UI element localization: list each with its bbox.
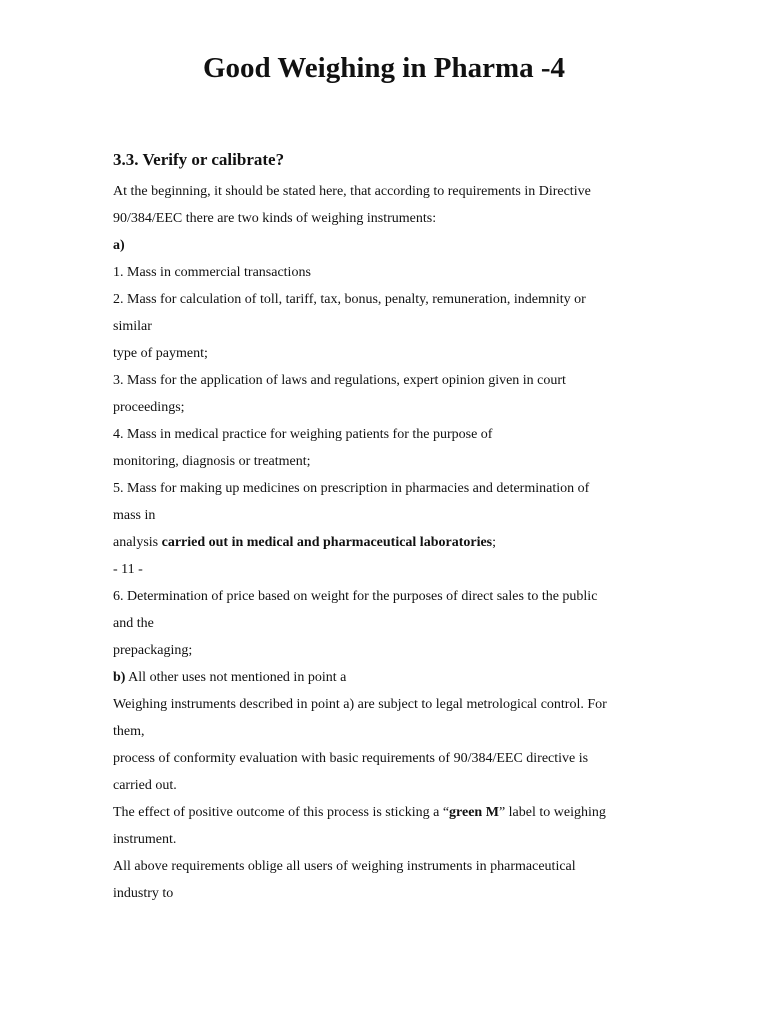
text-line — [113, 691, 653, 718]
text-run: instrument. — [113, 832, 177, 847]
text-line — [113, 448, 653, 475]
text-line — [113, 367, 653, 394]
text-line — [113, 880, 653, 907]
text-run: ; — [492, 535, 497, 550]
text-run: them, — [113, 724, 145, 739]
text-line — [113, 178, 653, 205]
text-line — [113, 340, 653, 367]
text-run: All above requirements oblige all users of weighing instruments in pharmaceutical — [113, 859, 576, 874]
document-body — [113, 178, 653, 907]
bold-text: carried out in medical and pharmaceutical laboratories — [161, 535, 493, 550]
section-heading: 3.3. Verify or calibrate? — [113, 150, 285, 169]
text-line — [113, 664, 653, 691]
text-run: All other uses not mentioned in point a — [125, 670, 347, 685]
text-run: 90/384/EEC there are two kinds of weighing instruments: — [113, 211, 437, 226]
text-run: similar — [113, 319, 152, 334]
text-run: 3. Mass for the application of laws and regulations, expert opinion given in court — [113, 373, 566, 388]
text-run: 6. Determination of price based on weight for the purposes of direct sales to the public — [113, 589, 598, 604]
text-line — [113, 583, 653, 610]
text-line — [113, 772, 653, 799]
text-line — [113, 556, 653, 583]
text-line — [113, 475, 653, 502]
text-run: type of payment; — [113, 346, 208, 361]
text-line — [113, 853, 653, 880]
text-line — [113, 610, 653, 637]
text-run: monitoring, diagnosis or treatment; — [113, 454, 311, 469]
text-line — [113, 394, 653, 421]
text-line — [113, 421, 653, 448]
text-line — [113, 313, 653, 340]
text-run: At the beginning, it should be stated here, that according to requirements in Directive — [113, 184, 591, 199]
document-title: Good Weighing in Pharma -4 — [202, 52, 566, 84]
text-run: carried out. — [113, 778, 177, 793]
text-line — [113, 826, 653, 853]
text-line — [113, 529, 653, 556]
text-run: - 11 - — [113, 562, 143, 577]
bold-text: green M — [449, 805, 499, 820]
text-run: 4. Mass in medical practice for weighing patients for the purpose of — [113, 427, 493, 442]
text-run: process of conformity evaluation with basic requirements of 90/384/EEC directive is — [113, 751, 589, 766]
text-run: and the — [113, 616, 154, 631]
text-run: proceedings; — [113, 400, 185, 415]
text-run: industry to — [113, 886, 174, 901]
text-line — [113, 718, 653, 745]
text-run: 5. Mass for making up medicines on prescription in pharmacies and determination of — [113, 481, 590, 496]
bold-text: b) — [113, 670, 126, 685]
text-line — [113, 205, 653, 232]
bold-text: a) — [113, 238, 125, 253]
text-run: prepackaging; — [113, 643, 193, 658]
text-run: ” label to weighing — [498, 805, 606, 820]
text-run: The effect of positive outcome of this process is sticking a “ — [113, 805, 450, 820]
text-line — [113, 637, 653, 664]
text-run: Weighing instruments described in point a) are subject to legal metrological control. For — [113, 697, 607, 712]
text-run: 1. Mass in commercial transactions — [113, 265, 311, 280]
text-run: analysis — [113, 535, 162, 550]
text-run: 2. Mass for calculation of toll, tariff, tax, bonus, penalty, remuneration, indemnity or — [113, 292, 586, 307]
text-line — [113, 232, 653, 259]
text-line — [113, 745, 653, 772]
text-run: mass in — [113, 508, 156, 523]
text-line — [113, 286, 653, 313]
text-line — [113, 799, 653, 826]
text-line — [113, 502, 653, 529]
text-line — [113, 259, 653, 286]
